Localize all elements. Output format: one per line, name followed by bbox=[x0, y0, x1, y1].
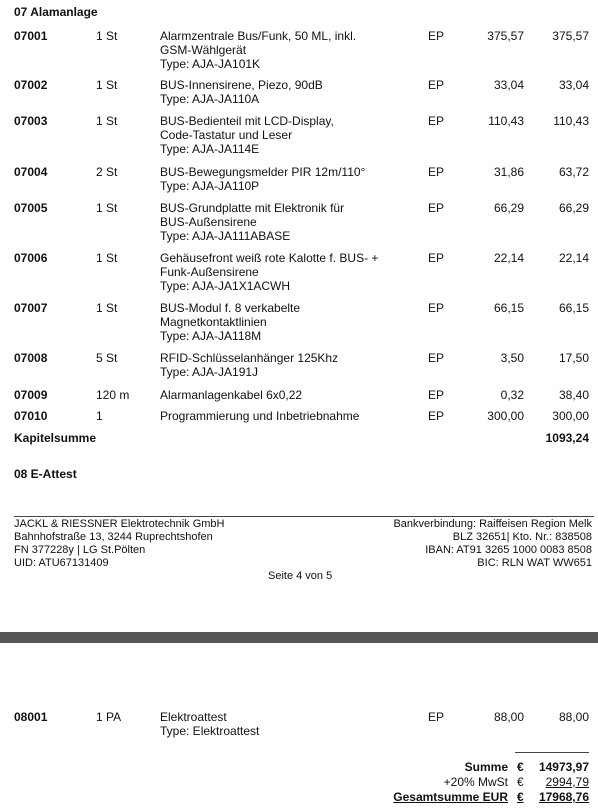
item-ep: EP bbox=[428, 114, 445, 128]
item-unit-price: 66,15 bbox=[493, 301, 524, 315]
section-title: 07 Alamanlage bbox=[14, 5, 98, 19]
item-unit-price: 22,14 bbox=[493, 251, 524, 265]
item-desc-line: Alarmzentrale Bus/Funk, 50 ML, inkl. bbox=[160, 29, 357, 43]
item-ep: EP bbox=[428, 388, 445, 402]
item-total: 66,29 bbox=[558, 201, 589, 215]
item-total: 110,43 bbox=[553, 114, 589, 128]
item-qty: 1 PA bbox=[96, 710, 122, 724]
item-total: 63,72 bbox=[558, 165, 589, 179]
grand-total-label: Gesamtsumme EUR bbox=[393, 790, 508, 804]
item-total: 88,00 bbox=[558, 710, 589, 724]
item-pos: 08001 bbox=[14, 710, 48, 724]
item-ep: EP bbox=[428, 165, 445, 179]
grand-total-currency: € bbox=[517, 790, 524, 804]
item-qty: 1 St bbox=[96, 29, 118, 43]
item-ep: EP bbox=[428, 251, 445, 265]
page-separator bbox=[0, 632, 598, 643]
item-desc-line: GSM-Wählgerät bbox=[160, 43, 247, 57]
item-desc-line: Type: AJA-JA118M bbox=[160, 329, 262, 343]
item-total: 300,00 bbox=[552, 409, 589, 423]
item-desc-line: RFID-Schlüsselanhänger 125Khz bbox=[160, 351, 339, 365]
item-desc-line: BUS-Grundplatte mit Elektronik für bbox=[160, 201, 345, 215]
item-desc bbox=[160, 78, 410, 106]
item-total: 33,04 bbox=[558, 78, 589, 92]
item-desc bbox=[160, 710, 410, 738]
grand-total-value: 17968,76 bbox=[538, 790, 589, 804]
item-unit-price: 88,00 bbox=[493, 710, 524, 724]
item-pos: 07005 bbox=[14, 201, 48, 215]
item-desc bbox=[160, 29, 410, 71]
item-ep: EP bbox=[428, 351, 445, 365]
item-qty: 1 St bbox=[96, 78, 118, 92]
item-pos: 07007 bbox=[14, 301, 48, 315]
item-qty: 1 St bbox=[96, 114, 118, 128]
item-total: 38,40 bbox=[558, 388, 589, 402]
sum-value: 14973,97 bbox=[538, 760, 589, 774]
item-unit-price: 0,32 bbox=[500, 388, 524, 402]
item-pos: 07006 bbox=[14, 251, 48, 265]
item-desc bbox=[160, 388, 410, 402]
item-qty: 120 m bbox=[96, 388, 130, 402]
item-desc-line: Type: AJA-JA110A bbox=[160, 92, 260, 106]
item-qty: 1 St bbox=[96, 301, 118, 315]
vat-value: 2994,79 bbox=[545, 775, 589, 789]
item-pos: 07003 bbox=[14, 114, 48, 128]
item-desc-line: Funk-Außensirene bbox=[160, 265, 259, 279]
sum-currency: € bbox=[517, 760, 524, 774]
item-desc-line: Programmierung und Inbetriebnahme bbox=[160, 409, 360, 423]
item-pos: 07010 bbox=[14, 409, 48, 423]
footer-right-line: BIC: RLN WAT WW651 bbox=[477, 557, 592, 569]
item-desc-line: BUS-Bedienteil mit LCD-Display, bbox=[160, 114, 334, 128]
item-desc bbox=[160, 114, 410, 156]
item-desc-line: Type: AJA-JA191J bbox=[160, 365, 259, 379]
footer-left-line: UID: ATU67131409 bbox=[14, 557, 109, 569]
item-desc bbox=[160, 165, 410, 193]
sum-label: Summe bbox=[464, 760, 508, 774]
item-ep: EP bbox=[428, 301, 445, 315]
item-pos: 07008 bbox=[14, 351, 48, 365]
item-desc-line: Type: AJA-JA101K bbox=[160, 57, 261, 71]
footer-left-line: JACKL & RIESSNER Elektrotechnik GmbH bbox=[14, 518, 225, 530]
item-qty: 1 St bbox=[96, 251, 118, 265]
item-ep: EP bbox=[428, 29, 445, 43]
item-pos: 07004 bbox=[14, 165, 48, 179]
page-number: Seite 4 von 5 bbox=[268, 570, 333, 582]
chapter-sum-value: 1093,24 bbox=[545, 431, 589, 445]
item-unit-price: 3,50 bbox=[500, 351, 524, 365]
item-total: 66,15 bbox=[558, 301, 589, 315]
item-desc-line: Elektroattest bbox=[160, 710, 227, 724]
item-desc-line: Type: AJA-JA1X1ACWH bbox=[160, 279, 291, 293]
item-desc-line: BUS-Innensirene, Piezo, 90dB bbox=[160, 78, 323, 92]
item-total: 17,50 bbox=[558, 351, 589, 365]
item-desc-line: Magnetkontaktlinien bbox=[160, 315, 267, 329]
item-total: 22,14 bbox=[558, 251, 589, 265]
item-pos: 07002 bbox=[14, 78, 48, 92]
item-unit-price: 31,86 bbox=[493, 165, 524, 179]
chapter-sum-label: Kapitelsumme bbox=[14, 431, 97, 445]
item-unit-price: 66,29 bbox=[493, 201, 524, 215]
item-unit-price: 33,04 bbox=[493, 78, 524, 92]
section-title-e-attest: 08 E-Attest bbox=[14, 467, 77, 481]
item-desc-line: BUS-Außensirene bbox=[160, 215, 257, 229]
item-pos: 07009 bbox=[14, 388, 48, 402]
item-desc-line: BUS-Modul f. 8 verkabelte bbox=[160, 301, 301, 315]
item-desc-line: Code-Tastatur und Leser bbox=[160, 128, 293, 142]
item-total: 375,57 bbox=[552, 29, 589, 43]
item-desc-line: Gehäusefront weiß rote Kalotte f. BUS- + bbox=[160, 251, 379, 265]
footer-right-line: BLZ 32651| Kto. Nr.: 838508 bbox=[452, 531, 592, 543]
footer-bank bbox=[393, 518, 592, 570]
item-unit-price: 110,43 bbox=[488, 114, 524, 128]
footer-right-line: Bankverbindung: Raiffeisen Region Melk bbox=[393, 518, 592, 530]
item-desc bbox=[160, 409, 410, 423]
item-unit-price: 300,00 bbox=[487, 409, 524, 423]
item-desc-line: Type: AJA-JA111ABASE bbox=[160, 229, 291, 243]
item-desc-line: Type: AJA-JA114E bbox=[160, 142, 260, 156]
vat-label: +20% MwSt bbox=[443, 775, 508, 789]
item-qty: 2 St bbox=[96, 165, 118, 179]
footer-company bbox=[14, 518, 225, 570]
item-ep: EP bbox=[428, 409, 445, 423]
item-desc-line: BUS-Bewegungsmelder PIR 12m/110° bbox=[160, 165, 366, 179]
item-unit-price: 375,57 bbox=[487, 29, 524, 43]
item-qty: 1 St bbox=[96, 201, 118, 215]
item-desc-line: Type: Elektroattest bbox=[160, 724, 260, 738]
footer-right-line: IBAN: AT91 3265 1000 0083 8508 bbox=[425, 544, 592, 556]
totals-divider bbox=[515, 752, 589, 753]
item-desc bbox=[160, 301, 410, 343]
item-desc-line: Alarmanlagenkabel 6x0,22 bbox=[160, 388, 303, 402]
item-pos: 07001 bbox=[14, 29, 48, 43]
item-desc bbox=[160, 251, 410, 293]
item-qty: 1 bbox=[96, 409, 103, 423]
item-desc bbox=[160, 351, 410, 379]
item-ep: EP bbox=[428, 201, 445, 215]
vat-currency: € bbox=[517, 775, 524, 789]
footer-left-line: FN 377228y | LG St.Pölten bbox=[14, 544, 146, 556]
footer-divider bbox=[14, 516, 594, 517]
item-ep: EP bbox=[428, 78, 445, 92]
item-ep: EP bbox=[428, 710, 445, 724]
item-qty: 5 St bbox=[96, 351, 118, 365]
footer-left-line: Bahnhofstraße 13, 3244 Ruprechtshofen bbox=[14, 531, 213, 543]
item-desc-line: Type: AJA-JA110P bbox=[160, 179, 260, 193]
item-desc bbox=[160, 201, 410, 243]
